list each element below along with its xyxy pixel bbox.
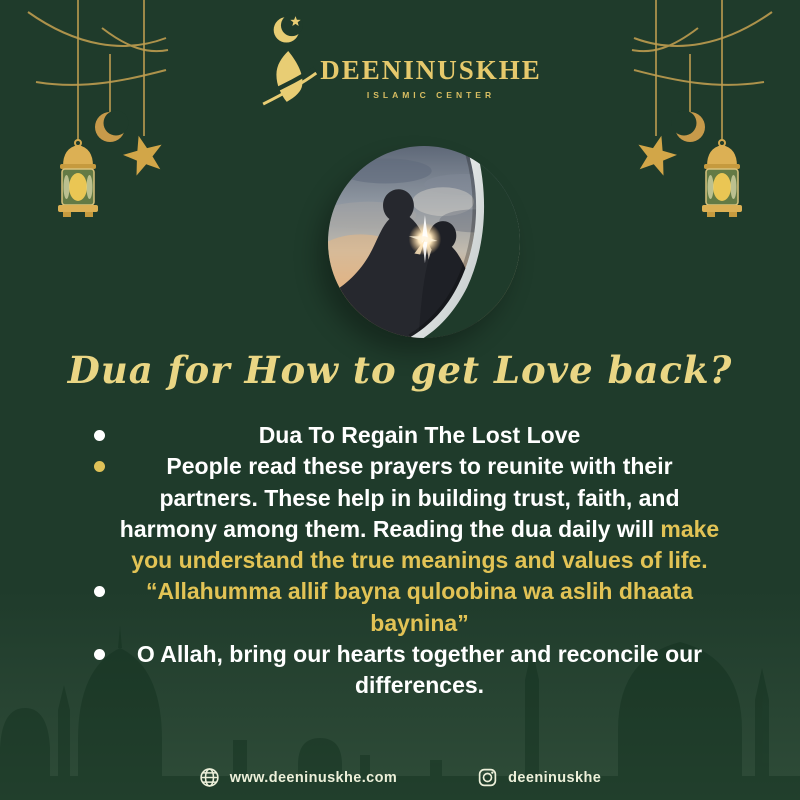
- list-item: [80, 420, 728, 451]
- list-item: [80, 639, 728, 702]
- website-url: www.deeninuskhe.com: [229, 769, 398, 786]
- list-item: [80, 451, 728, 576]
- footer-instagram: [477, 767, 601, 788]
- bullet-text: People read these prayers to reunite with their partners. These help in building trust, faith, and harmony among them. Reading the dua daily will make you understand the true meanings and values of life.: [119, 453, 720, 574]
- instagram-handle: deeninuskhe: [508, 769, 602, 786]
- bullet-text: “Allahumma allif bayna quloobina wa aslih dhaata baynina”: [145, 578, 693, 636]
- page-title: Dua for How to get Love back?: [67, 348, 733, 392]
- bullet-dot: [94, 649, 105, 660]
- footer: [0, 767, 800, 788]
- bullet-text: Dua To Regain The Lost Love: [258, 422, 581, 448]
- mosque-dome-swoosh-icon: [258, 48, 318, 110]
- crescent-moon-icon: [95, 111, 129, 143]
- star-icon: [123, 136, 162, 176]
- lantern-icon: [58, 140, 98, 217]
- hero-photo-sticker: [328, 146, 520, 338]
- hanging-decoration-right: [574, 0, 794, 235]
- logo-mark: [258, 8, 318, 110]
- bullet-text: O Allah, bring our hearts together and reconcile our differences.: [136, 640, 703, 699]
- crescent-and-star-icon: [271, 8, 305, 48]
- footer-website: [199, 767, 397, 788]
- hanging-decoration-left: [6, 0, 226, 235]
- bullet-dot: [94, 586, 105, 597]
- instagram-icon: [477, 767, 498, 788]
- globe-icon: [199, 767, 220, 788]
- logo-name: DEENINUSKHE: [320, 55, 542, 85]
- list-item: [80, 576, 728, 639]
- couple-sunset-photo: [328, 146, 520, 338]
- bullet-list: [80, 420, 728, 701]
- bullet-dot: [94, 461, 105, 472]
- bullet-dot: [94, 430, 105, 441]
- logo-tagline: ISLAMIC CENTER: [366, 90, 496, 100]
- logo: [258, 8, 542, 110]
